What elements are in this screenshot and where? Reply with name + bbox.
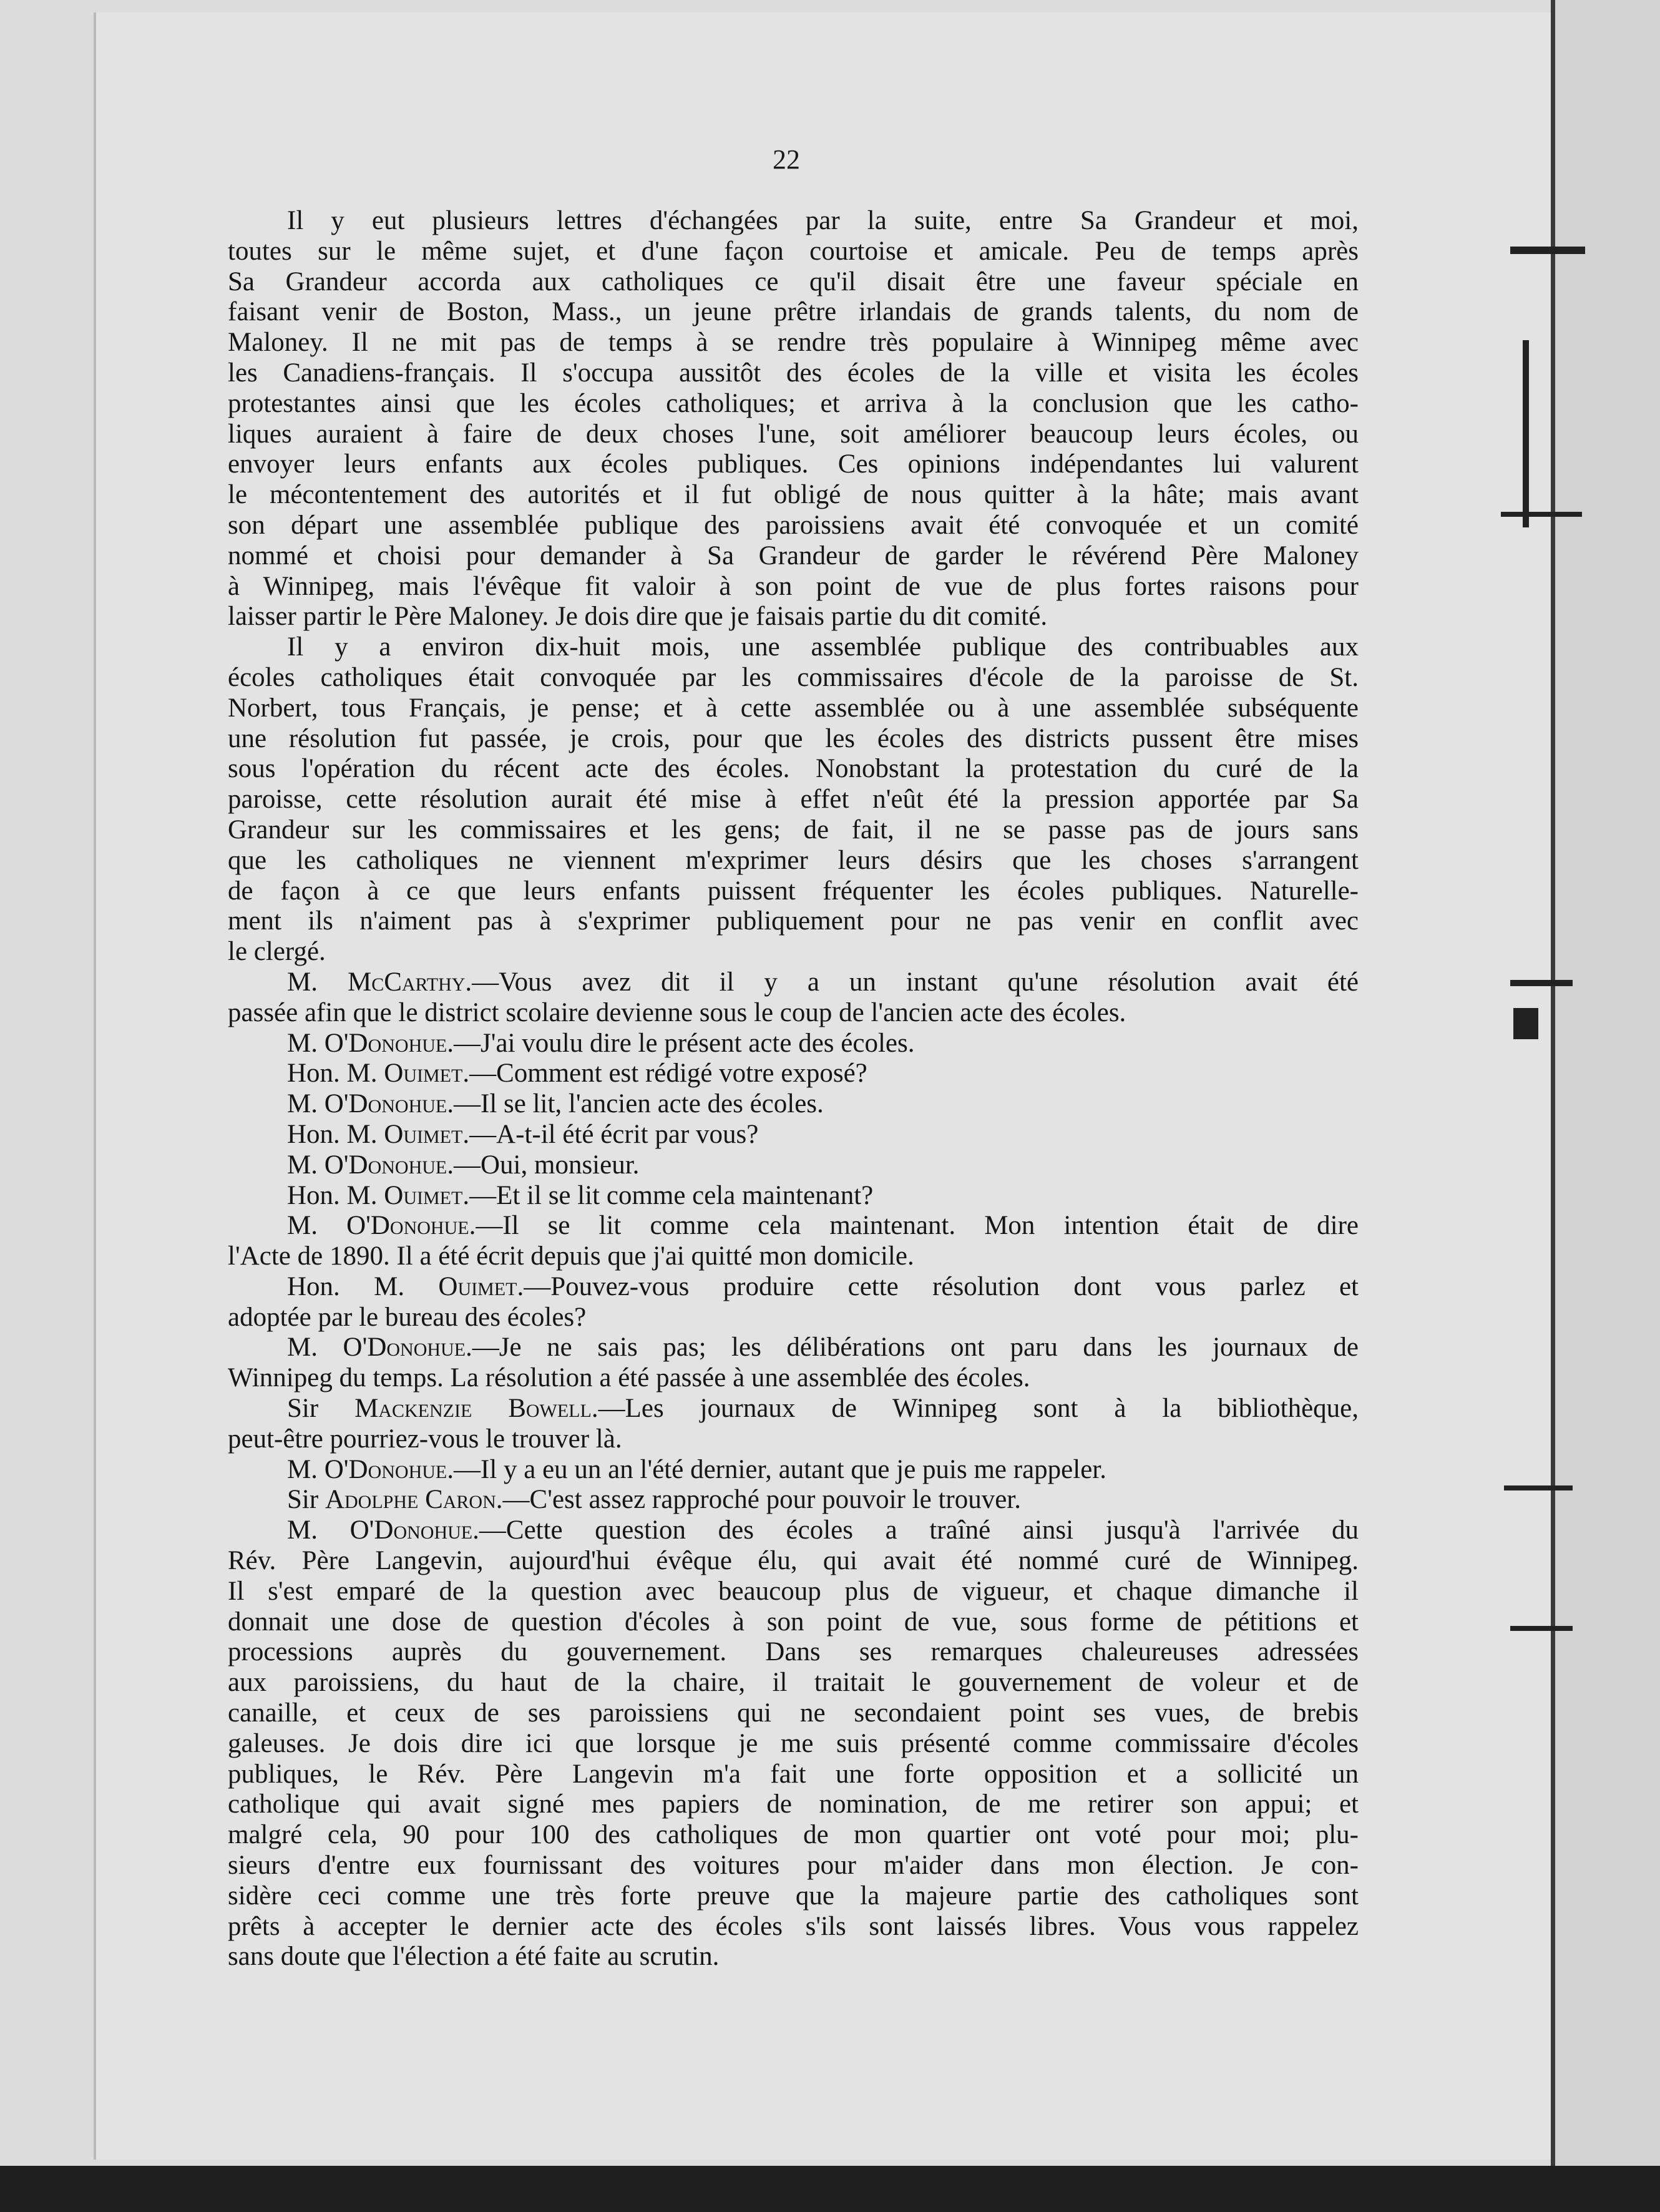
text-line [228,358,1359,389]
speaker-title: M. [287,1454,325,1484]
line-text: .—Et il se lit comme cela maintenant? [462,1180,874,1210]
line-text: Rév. Père Langevin, aujourd'hui évêque élu, qui avait été nommé curé de Winnipeg. [228,1546,1359,1576]
line-text: le mécontentement des autorités et il fut obligé de nous quitter à la hâte; mais avant [228,480,1359,510]
text-line [228,967,1359,998]
line-text: .—A-t-il été écrit par vous? [462,1119,759,1149]
line-text: Grandeur sur les commissaires et les gens; de fait, il ne se passe pas de jours sans [228,815,1359,844]
line-text: que les catholiques ne viennent m'exprimer leurs désirs que les choses s'arrangent [228,845,1359,875]
line-text: prêts à accepter le dernier acte des écoles s'ils sont laissés libres. Vous vous rappelez [228,1911,1359,1941]
line-text: .—Il se lit, l'ancien acte des écoles. [447,1089,824,1119]
speaker-title: Hon. M. [287,1119,384,1149]
line-text: à Winnipeg, mais l'évêque fit valoir à son point de vue de plus fortes raisons pour [228,571,1359,601]
speaker-title: M. [287,1211,347,1241]
line-text: catholique qui avait signé mes papiers de nomination, de me retirer son appui; et [228,1789,1359,1819]
line-text: laisser partir le Père Maloney. Je dois dire que je faisais partie du dit comité. [228,602,1048,632]
line-text: donnait une dose de question d'écoles à son point de vue, sous forme de pétitions et [228,1607,1359,1637]
speaker-name: O'Donohue [324,1150,447,1180]
speaker-title: Hon. M. [287,1271,439,1301]
speaker-name: McCarthy [347,967,466,997]
line-text: .—Je ne sais pas; les délibérations ont paru dans les journaux de [466,1333,1359,1363]
text-line [228,937,1359,967]
line-text: galeuses. Je dois dire ici que lorsque je me suis présenté comme commissaire d'écoles [228,1728,1359,1758]
text-line [228,1029,1359,1059]
line-text: les Canadiens-français. Il s'occupa aussitôt des écoles de la ville et visita les écoles [228,358,1359,388]
line-text: nommé et choisi pour demander à Sa Grandeur de garder le révérend Père Maloney [228,541,1359,570]
text-line [228,389,1359,419]
text-line [228,1729,1359,1759]
line-text: passée afin que le district scolaire devienne sous le coup de l'ancien acte des écoles. [228,997,1126,1027]
text-line [228,1698,1359,1729]
line-text: le clergé. [228,937,326,967]
text-line [228,1759,1359,1790]
line-text: canaille, et ceux de ses paroissiens qui ne secondaient point ses vues, de brebis [228,1698,1359,1728]
line-text: de façon à ce que leurs enfants puissent fréquenter les écoles publiques. Naturelle- [228,876,1359,906]
line-text: Maloney. Il ne mit pas de temps à se rendre très populaire à Winnipeg même avec [228,328,1359,358]
line-text: .—Pouvez-vous produire cette résolution dont vous parlez et [517,1271,1359,1301]
text-line [228,1546,1359,1577]
text-line [228,602,1359,632]
speaker-name: Adolphe Caron [325,1485,496,1515]
text-line [228,1272,1359,1303]
text-line [228,1881,1359,1912]
line-text: .—Les journaux de Winnipeg sont à la bibliothèque, [591,1394,1359,1424]
line-text: toutes sur le même sujet, et d'une façon courtoise et amicale. Peu de temps après [228,236,1359,266]
text-line [228,1089,1359,1120]
text-line [228,449,1359,480]
line-text: Norbert, tous Français, je pense; et à cette assemblée ou à une assemblée subséquente [228,693,1359,723]
speaker-name: O'Donohue [346,1211,469,1241]
line-text: faisant venir de Boston, Mass., un jeune prêtre irlandais de grands talents, du nom de [228,297,1359,327]
line-text: Winnipeg du temps. La résolution a été passée à une assemblée des écoles. [228,1363,1030,1393]
text-line [228,1577,1359,1607]
text-line [228,1059,1359,1089]
binding-stitch [1513,1008,1538,1039]
text-line [228,876,1359,907]
text-line [228,1211,1359,1241]
text-line [228,1363,1359,1394]
speaker-name: O'Donohue [324,1028,447,1058]
text-line [228,297,1359,328]
line-text: Il y eut plusieurs lettres d'échangées par la suite, entre Sa Grandeur et moi, [287,206,1359,235]
speaker-title: Sir [287,1485,325,1515]
line-text: adoptée par le bureau des écoles? [228,1302,587,1332]
text-line [228,1455,1359,1485]
line-text: .—C'est assez rapproché pour pouvoir le trouver. [496,1485,1021,1515]
text-line [228,1820,1359,1851]
text-line [228,1241,1359,1272]
text-line [228,1181,1359,1211]
text-line [228,906,1359,937]
text-line [228,1333,1359,1363]
speaker-title: Sir [287,1394,355,1424]
text-line [228,1150,1359,1181]
text-line [228,846,1359,876]
text-line [228,328,1359,358]
line-text: ment ils n'aiment pas à s'exprimer publiquement pour ne pas venir en conflit avec [228,906,1359,936]
text-line [228,1789,1359,1820]
text-line [228,1851,1359,1881]
speaker-title: M. [287,1515,350,1545]
text-line [228,724,1359,755]
line-text: sieurs d'entre eux fournissant des voitures pour m'aider dans mon élection. Je con- [228,1851,1359,1881]
text-line [228,1485,1359,1515]
line-text: .—Cette question des écoles a traîné ainsi jusqu'à l'arrivée du [472,1515,1359,1545]
speaker-title: M. [287,1150,325,1180]
text-line [228,419,1359,450]
line-text: une résolution fut passée, je crois, pour que les écoles des districts pussent être mises [228,723,1359,753]
scan-bottom-edge [0,2166,1660,2212]
text-line [228,1912,1359,1942]
speaker-name: Ouimet [384,1119,463,1149]
line-text: Il s'est emparé de la question avec beaucoup plus de vigueur, et chaque dimanche il [228,1576,1359,1606]
text-line [228,1424,1359,1455]
text-line [228,237,1359,267]
line-text: sans doute que l'élection a été faite au scrutin. [228,1942,720,1972]
line-text: .—Il y a eu un an l'été dernier, autant que je puis me rappeler. [447,1454,1106,1484]
text-line [228,267,1359,298]
speaker-title: Hon. M. [287,1180,384,1210]
line-text: .—Oui, monsieur. [447,1150,640,1180]
text-line [228,754,1359,785]
binding-stitch [1523,340,1529,527]
line-text: Il y a environ dix-huit mois, une assemblée publique des contribuables aux [287,632,1359,662]
speaker-title: M. [287,1333,343,1363]
line-text: .—Comment est rédigé votre exposé? [462,1059,867,1089]
binding-stitch [1501,512,1582,517]
line-text: paroisse, cette résolution aurait été mise à effet n'eût été la pression apportée par Sa [228,785,1359,815]
speaker-name: Mackenzie Bowell [354,1394,592,1424]
text-line [228,1637,1359,1668]
line-text: aux paroissiens, du haut de la chaire, il traitait le gouvernement de voleur et de [228,1668,1359,1698]
speaker-name: O'Donohue [343,1333,466,1363]
text-line [228,1668,1359,1698]
line-text: son départ une assemblée publique des paroissiens avait été convoquée et un comité [228,510,1359,540]
text-line [228,1120,1359,1150]
line-text: malgré cela, 90 pour 100 des catholiques de mon quartier ont voté pour moi; plu- [228,1820,1359,1850]
body-text [228,206,1359,1972]
line-text: .—Il se lit comme cela maintenant. Mon intention était de dire [469,1211,1359,1241]
line-text: Sa Grandeur accorda aux catholiques ce qu'il disait être une faveur spéciale en [228,267,1359,296]
line-text: sidère ceci comme une très forte preuve que la majeure partie des catholiques sont [228,1881,1359,1911]
line-text: .—J'ai voulu dire le présent acte des écoles. [447,1028,915,1058]
line-text: .—Vous avez dit il y a un instant qu'une résolution avait été [465,967,1359,997]
line-text: protestantes ainsi que les écoles catholiques; et arriva à la conclusion que les catho- [228,388,1359,418]
text-line [228,785,1359,815]
speaker-name: O'Donohue [349,1515,473,1545]
text-line [228,1515,1359,1546]
line-text: écoles catholiques était convoquée par les commissaires d'école de la paroisse de St. [228,662,1359,692]
line-text: l'Acte de 1890. Il a été écrit depuis que j'ai quitté mon domicile. [228,1241,914,1271]
line-text: processions auprès du gouvernement. Dans ses remarques chaleureuses adressées [228,1637,1359,1667]
binding-stitch [1510,980,1573,986]
page-number: 22 [773,144,800,175]
text-line [228,541,1359,572]
binding-fold-line [1551,0,1555,2212]
speaker-name: O'Donohue [324,1454,447,1484]
text-line [228,480,1359,511]
speaker-name: Ouimet [438,1271,517,1301]
text-line [228,815,1359,846]
binding-margin [1555,0,1660,2212]
text-line [228,206,1359,237]
speaker-title: M. [287,1028,325,1058]
speaker-title: Hon. M. [287,1059,384,1089]
line-text: envoyer leurs enfants aux écoles publiques. Ces opinions indépendantes lui valurent [228,449,1359,479]
text-line [228,511,1359,541]
text-line [228,1607,1359,1638]
text-line [228,1394,1359,1424]
line-text: liques auraient à faire de deux choses l'une, soit améliorer beaucoup leurs écoles, ou [228,419,1359,449]
text-line [228,632,1359,663]
line-text: sous l'opération du récent acte des écoles. Nonobstant la protestation du curé de la [228,754,1359,784]
text-line [228,998,1359,1029]
text-line [228,1942,1359,1972]
speaker-title: M. [287,1089,325,1119]
speaker-name: Ouimet [384,1180,463,1210]
speaker-name: O'Donohue [324,1089,447,1119]
speaker-name: Ouimet [384,1059,463,1089]
binding-stitch [1504,1485,1573,1490]
text-line [228,693,1359,724]
binding-stitch [1510,247,1585,254]
text-line [228,663,1359,693]
binding-stitch [1510,1626,1573,1631]
text-line [228,1303,1359,1333]
line-text: publiques, le Rév. Père Langevin m'a fait une forte opposition et a sollicité un [228,1759,1359,1789]
speaker-title: M. [287,967,348,997]
line-text: peut-être pourriez-vous le trouver là. [228,1424,622,1454]
text-line [228,572,1359,602]
